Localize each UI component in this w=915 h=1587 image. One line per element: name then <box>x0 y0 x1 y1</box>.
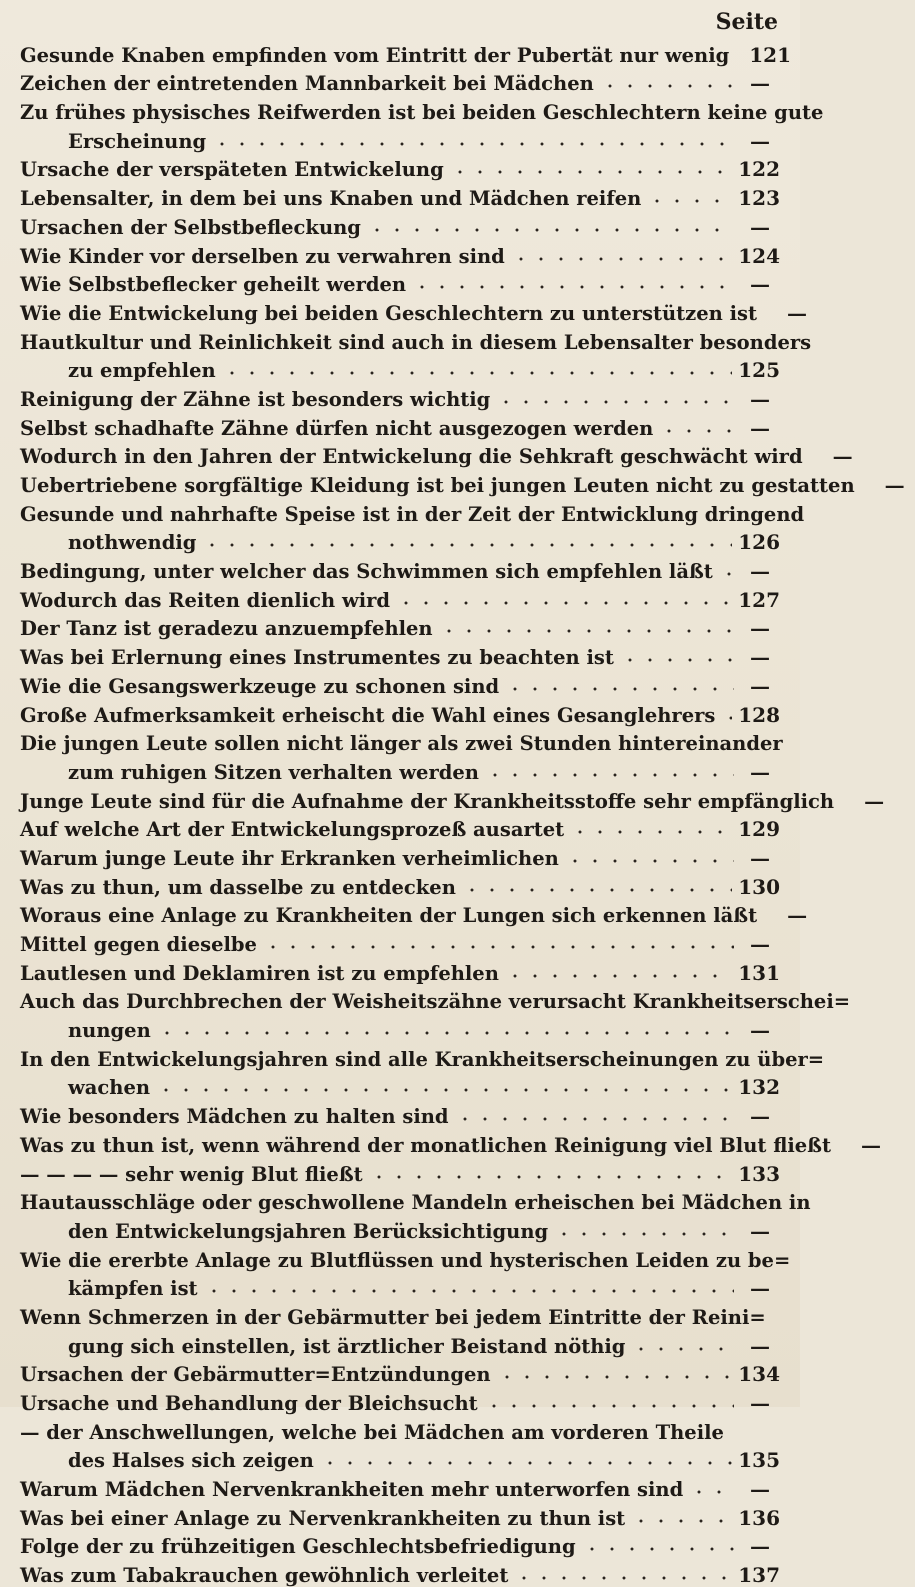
toc-entry <box>20 956 780 985</box>
toc-entry-text: Wie die Entwickelung bei beiden Geschlechtern zu unterstützen ist <box>20 301 758 325</box>
toc-entry <box>20 411 780 440</box>
dot-leader <box>367 228 734 232</box>
toc-page-number: — <box>750 71 770 96</box>
toc-entry-text: zum ruhigen Sitzen verhalten werden <box>68 760 479 784</box>
toc-entry-text: Zu frühes physisches Reifwerden ist bei beiden Geschlechtern keine gute <box>20 101 824 125</box>
toc-entry <box>20 440 853 469</box>
dot-leader <box>810 515 818 519</box>
toc-page-number: 132 <box>738 1075 780 1100</box>
toc-page-number: 122 <box>738 157 780 182</box>
dot-leader <box>396 601 732 605</box>
toc-page-number: 131 <box>738 960 780 985</box>
dot-leader <box>263 945 734 949</box>
toc-entry <box>20 1300 780 1329</box>
toc-entry <box>20 468 905 497</box>
toc-entry <box>20 239 780 268</box>
toc-entry <box>20 325 812 354</box>
toc-page-number: — <box>750 415 770 440</box>
toc-page-number: 137 <box>738 1563 780 1587</box>
dot-leader <box>620 658 734 662</box>
toc-entry-text: Auch das Durchbrechen der Weisheitszähne verursacht Krankheitserschei= <box>20 990 851 1014</box>
toc-entry-text: Mittel gegen dieselbe <box>20 933 257 956</box>
toc-page-number: — <box>864 788 885 813</box>
toc-entry <box>20 1013 780 1042</box>
toc-entry-text: Uebertriebene sorgfältige Kleidung ist bei jungen Leuten nicht zu gestatten <box>20 474 855 497</box>
toc-entry-text: Bedingung, unter welcher das Schwimmen sich empfehlen läßt <box>20 560 713 584</box>
toc-entry <box>20 755 780 784</box>
toc-entry <box>20 698 780 727</box>
dot-leader <box>631 1519 732 1523</box>
toc-entry-text: Die jungen Leute sollen nicht länger als zwei Stunden hintereinander <box>20 732 783 756</box>
toc-entry-text: Hautkultur und Reinlichkeit sind auch in diesem Lebensalter besonders <box>20 330 812 354</box>
dot-leader <box>565 859 734 863</box>
toc-entry-text: Was bei Erlernung eines Instrumentes zu beachten ist <box>20 646 614 670</box>
toc-page-number: — <box>750 1333 770 1358</box>
toc-page-number: — <box>750 559 770 584</box>
toc-page-number: 121 <box>749 42 792 67</box>
dot-leader <box>412 285 734 289</box>
dot-leader <box>861 486 869 490</box>
toc-entry <box>20 1071 780 1100</box>
dot-leader <box>157 1031 734 1035</box>
toc-entry-text: Selbst schadhafte Zähne dürfen nicht ausgezogen werden <box>20 416 654 440</box>
toc-entry-text: Wie besonders Mädchen zu halten sind <box>20 1105 449 1129</box>
dot-leader <box>763 916 771 920</box>
dot-leader <box>789 744 797 748</box>
toc-entry <box>20 210 780 239</box>
toc-page-number: — <box>750 673 770 698</box>
toc-page-number: — <box>787 300 808 325</box>
toc-page-number: 123 <box>738 186 780 211</box>
toc-entry-text: Was zu thun ist, wenn während der monatlichen Reinigung viel Blut fließt <box>20 1133 832 1157</box>
toc-entry-text: nothwendig <box>68 531 197 555</box>
toc-page-number: 136 <box>738 1505 780 1530</box>
toc-page-number: — <box>884 473 905 497</box>
dot-leader <box>840 802 848 806</box>
dot-leader <box>450 170 733 174</box>
toc-entry <box>20 1472 780 1501</box>
dot-leader <box>156 1088 732 1092</box>
toc-entry-text: In den Entwickelungsjahren sind alle Krankheitserscheinungen zu über= <box>20 1047 825 1071</box>
dot-leader <box>719 572 734 576</box>
toc-entry <box>20 382 780 411</box>
toc-entry <box>20 124 780 153</box>
dot-leader <box>485 773 734 777</box>
toc-entry <box>20 784 885 813</box>
toc-entry <box>20 1530 780 1559</box>
toc-entry <box>20 870 780 899</box>
dot-leader <box>721 716 732 720</box>
toc-page-number: — <box>750 1104 770 1129</box>
toc-page-number: 125 <box>738 358 780 383</box>
dot-leader <box>496 400 734 404</box>
toc-entry <box>20 612 780 641</box>
toc-entry <box>20 1042 825 1071</box>
toc-page-number: — <box>750 128 770 153</box>
toc-entry <box>20 554 780 583</box>
toc-entry-text: Große Aufmerksamkeit erheischt die Wahl eines Gesanglehrers <box>20 703 716 727</box>
toc-entry-text: Was zu thun, um dasselbe zu entdecken <box>20 875 456 899</box>
dot-leader <box>817 343 825 347</box>
toc-entry <box>20 296 808 325</box>
toc-entry-text: Ursache der verspäteten Entwickelung <box>20 158 444 182</box>
dot-leader <box>462 888 732 892</box>
toc-entry-text: Woraus eine Anlage zu Krankheiten der Lungen sich erkennen läßt <box>20 904 758 928</box>
dot-leader <box>600 84 734 88</box>
dot-leader <box>570 830 732 834</box>
dot-leader <box>202 543 732 547</box>
toc-entry <box>20 1186 811 1215</box>
dot-leader <box>856 1002 864 1006</box>
toc-entry <box>20 38 792 67</box>
toc-page-number: — <box>750 1391 770 1415</box>
toc-entry <box>20 1128 882 1157</box>
toc-entry-text: Wenn Schmerzen in der Gebärmutter bei jedem Eintritte der Reini= <box>20 1305 766 1329</box>
toc-entry <box>20 899 808 928</box>
toc-entry-text: Junge Leute sind für die Aufnahme der Krankheitsstoffe sehr empfänglich <box>20 789 835 813</box>
toc-entry <box>20 526 780 555</box>
toc-page-number: — <box>750 1477 770 1502</box>
dot-leader <box>763 314 771 318</box>
toc-entry-text: Auf welche Art der Entwickelungsprozeß ausartet <box>20 818 565 842</box>
toc-entry <box>20 1558 780 1587</box>
toc-page-number: 130 <box>738 874 780 899</box>
toc-entry-text: zu empfehlen <box>68 359 216 383</box>
toc-entry-text: Lebensalter, in dem bei uns Knaben und Mädchen reifen <box>20 187 642 211</box>
toc-entry <box>20 1214 780 1243</box>
toc-entry-text: — der Anschwellungen, welche bei Mädchen am vorderen Theile <box>20 1420 724 1444</box>
toc-entry-text: des Halses sich zeigen <box>68 1449 314 1473</box>
toc-entry-text: Erscheinung <box>68 129 207 153</box>
toc-entry-text: Der Tanz ist geradezu anzuempfehlen <box>20 617 433 641</box>
toc-entry <box>20 841 780 870</box>
toc-entry-text: Wodurch das Reiten dienlich wird <box>20 588 391 612</box>
toc-entry-text: — — — — sehr wenig Blut fließt <box>20 1162 363 1186</box>
toc-entry <box>20 1272 780 1301</box>
toc-page-number: 135 <box>738 1448 780 1473</box>
toc-entry-text: Gesunde Knaben empfinden vom Eintritt der Pubertät nur wenig <box>20 43 730 67</box>
toc-entry <box>20 1501 780 1530</box>
toc-entry-text: Wie die ererbte Anlage zu Blutflüssen und hysterischen Leiden zu be= <box>20 1248 791 1272</box>
toc-page-number: 134 <box>738 1362 780 1387</box>
toc-entry <box>20 1157 780 1186</box>
dot-leader <box>689 1490 734 1494</box>
toc-entry-text: Gesunde und nahrhafte Speise ist in der Zeit der Entwicklung dringend <box>20 502 805 526</box>
toc-entry <box>20 1099 780 1128</box>
toc-entry-text: Hautausschläge oder geschwollene Mandeln erheischen bei Mädchen in <box>20 1191 811 1215</box>
toc-entry-text: Wodurch in den Jahren der Entwickelung die Sehkraft geschwächt wird <box>20 445 803 469</box>
toc-entry <box>20 268 780 297</box>
dot-leader <box>511 257 732 261</box>
dot-leader <box>730 1433 738 1437</box>
toc-page-number: 133 <box>738 1161 780 1186</box>
dot-leader <box>817 1203 825 1207</box>
dot-leader <box>212 142 734 146</box>
toc-entry-text: Ursachen der Gebärmutter=Entzündungen <box>20 1363 491 1387</box>
toc-page-number: 124 <box>738 243 780 268</box>
toc-page-number: — <box>750 1218 770 1243</box>
toc-entry-text: Ursache und Behandlung der Bleichsucht <box>20 1392 478 1415</box>
dot-leader <box>505 687 734 691</box>
toc-entry-text: Ursachen der Selbstbefleckung <box>20 215 361 239</box>
toc-entry-text: kämpfen ist <box>68 1277 198 1301</box>
toc-entry-text: Warum junge Leute ihr Erkranken verheimlichen <box>20 846 559 870</box>
dot-leader <box>369 1175 733 1179</box>
toc-entry <box>20 1415 780 1444</box>
toc-page-number: — <box>750 272 770 297</box>
toc-entry <box>20 354 780 383</box>
toc-entry-text: Zeichen der eintretenden Mannbarkeit bei Mädchen <box>20 72 594 96</box>
toc-page-number: 126 <box>738 530 780 555</box>
toc-entry <box>20 1358 780 1387</box>
toc-entry <box>20 95 824 125</box>
dot-leader <box>735 56 743 60</box>
toc-entry-text: gung sich einstellen, ist ärztlicher Beistand nöthig <box>68 1334 626 1358</box>
toc-page-number: — <box>750 386 770 411</box>
dot-leader <box>837 1146 845 1150</box>
toc-entry <box>20 67 780 96</box>
toc-entry <box>20 813 780 842</box>
toc-page-number: — <box>750 214 770 239</box>
toc-entry <box>20 1444 780 1473</box>
toc-entry <box>20 985 851 1014</box>
dot-leader <box>484 1404 734 1408</box>
dot-leader <box>505 974 732 978</box>
dot-leader <box>809 457 817 461</box>
toc-entry <box>20 1329 780 1358</box>
toc-entry <box>20 1386 780 1415</box>
dot-leader <box>554 1232 734 1236</box>
dot-leader <box>320 1461 732 1465</box>
toc-page-number: — <box>750 845 770 870</box>
toc-page-number: — <box>750 759 770 784</box>
dot-leader <box>772 1318 780 1322</box>
toc-entry-text: den Entwickelungsjahren Berücksichtigung <box>68 1219 549 1243</box>
toc-entry-text: Warum Mädchen Nervenkrankheiten mehr unterworfen sind <box>20 1478 684 1502</box>
toc-entry-text: Wie die Gesangswerkzeuge zu schonen sind <box>20 674 500 698</box>
toc-entry-text: Was bei einer Anlage zu Nervenkrankheiten zu thun ist <box>20 1506 626 1530</box>
toc-entry-text: nungen <box>68 1019 151 1043</box>
toc-page-number: 127 <box>738 587 780 612</box>
page-column-header: Seite <box>715 9 778 35</box>
toc-entry-text: Wie Kinder vor derselben zu verwahren sind <box>20 244 505 268</box>
toc-entry-text: Reinigung der Zähne ist besonders wichtig <box>20 387 491 411</box>
toc-page-number: — <box>861 1132 882 1157</box>
toc-entry <box>20 153 780 182</box>
toc-entry <box>20 640 780 669</box>
dot-leader <box>631 1347 734 1351</box>
dot-leader <box>659 429 734 433</box>
toc-entry <box>20 669 780 698</box>
toc-entry-text: Lautlesen und Deklamiren ist zu empfehlen <box>20 961 499 985</box>
toc-page-number: — <box>750 616 770 641</box>
dot-leader <box>796 1261 804 1265</box>
table-of-contents <box>20 38 905 1587</box>
dot-leader <box>497 1375 733 1379</box>
toc-page-number: 129 <box>738 817 780 842</box>
dot-leader <box>222 371 733 375</box>
toc-page-number: — <box>750 932 770 956</box>
toc-entry <box>20 583 780 612</box>
toc-entry <box>20 1243 791 1272</box>
toc-entry <box>20 497 805 526</box>
toc-page-number: — <box>750 1276 770 1301</box>
dot-leader <box>439 629 734 633</box>
dot-leader <box>455 1117 734 1121</box>
toc-entry-text: wachen <box>68 1076 151 1100</box>
dot-leader <box>204 1289 734 1293</box>
dot-leader <box>830 1060 838 1064</box>
toc-entry <box>20 927 780 956</box>
toc-page-number: — <box>750 1018 770 1043</box>
toc-entry-text: Folge der zu frühzeitigen Geschlechtsbefriedigung <box>20 1535 576 1559</box>
toc-page-number: — <box>832 444 853 469</box>
toc-page-number: — <box>750 645 770 670</box>
toc-entry-text: Wie Selbstbeflecker geheilt werden <box>20 273 407 297</box>
toc-page-number: — <box>750 1534 770 1559</box>
dot-leader <box>647 199 732 203</box>
toc-entry <box>20 727 783 756</box>
toc-entry-text: Was zum Tabakrauchen gewöhnlich verleitet <box>20 1564 509 1587</box>
dot-leader <box>582 1547 734 1551</box>
dot-leader <box>829 113 837 117</box>
toc-page-number: 128 <box>738 702 780 727</box>
toc-entry <box>20 181 780 210</box>
dot-leader <box>514 1576 732 1580</box>
toc-page-number: — <box>787 903 808 928</box>
